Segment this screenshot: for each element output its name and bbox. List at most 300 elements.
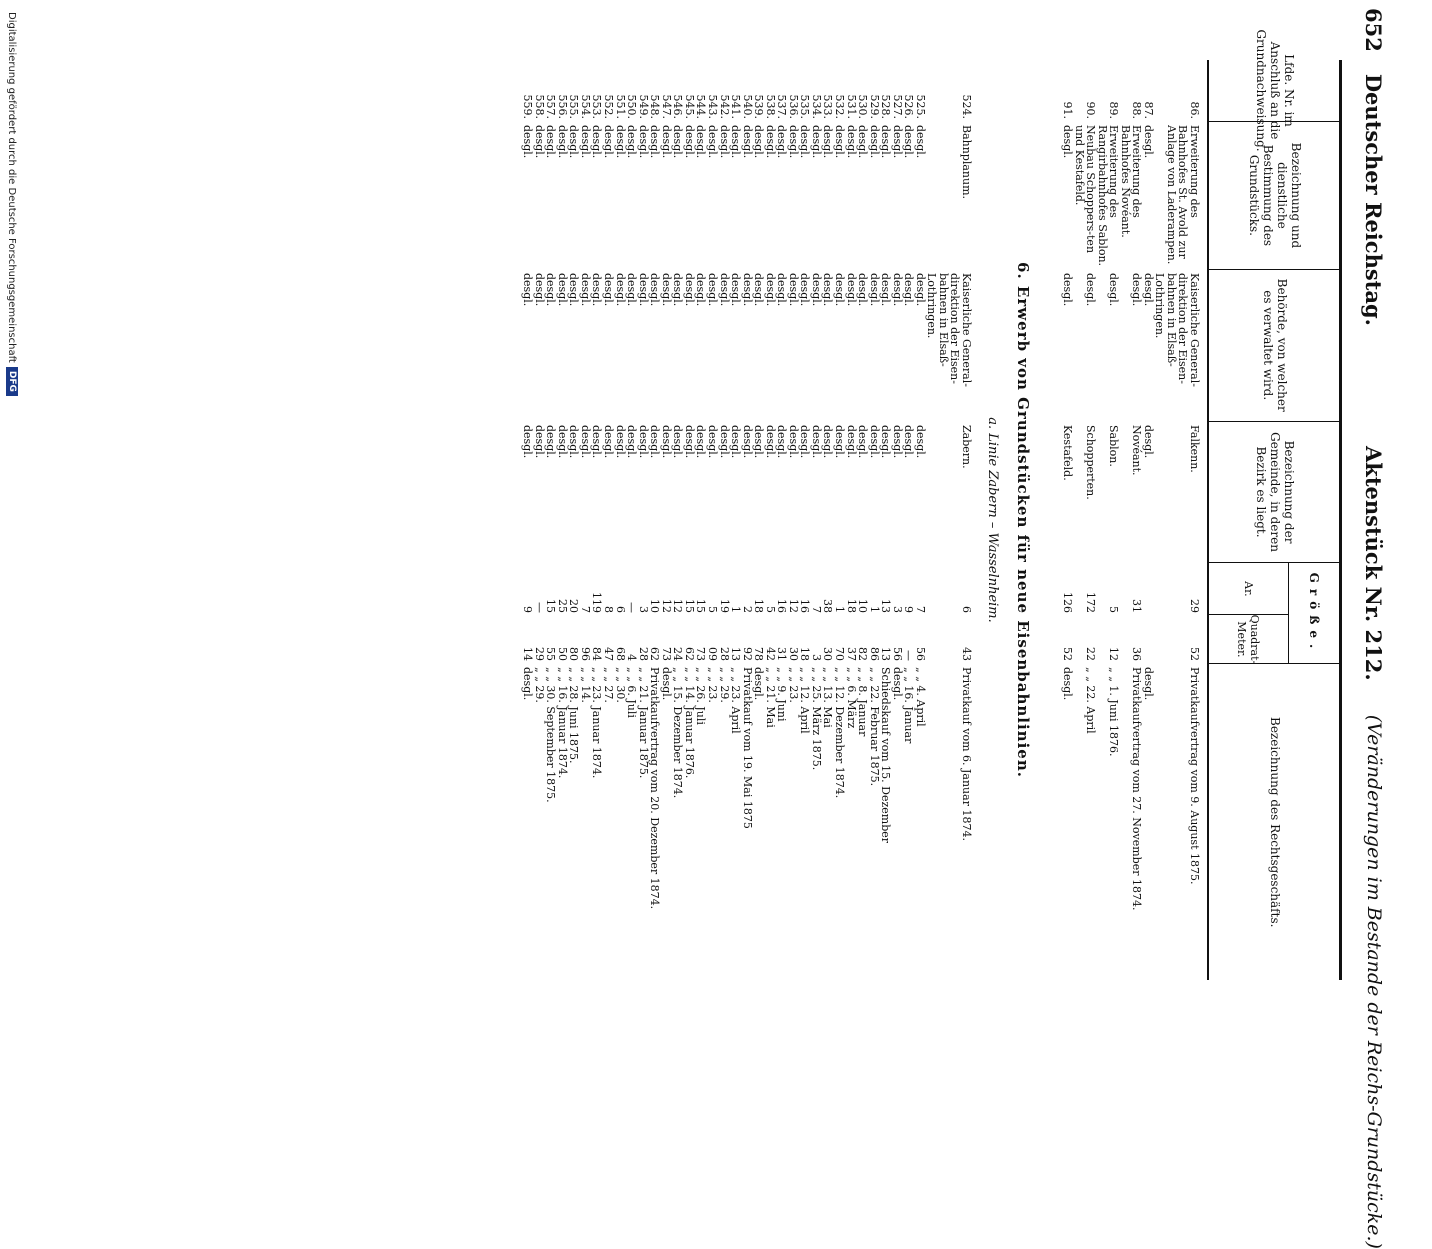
- cell-qm: 37: [844, 647, 858, 661]
- cell-qm: 29: [532, 647, 546, 661]
- cell-nr: 559.: [521, 94, 535, 119]
- table-body-top: [1061, 60, 1200, 980]
- cell-ar: 7: [913, 606, 927, 613]
- table-row: [1073, 60, 1096, 980]
- cell-ar: 9: [521, 606, 535, 613]
- cell-ar: 12: [671, 599, 685, 613]
- cell-nr: 549.: [636, 94, 650, 119]
- cell-qm: 28: [636, 647, 650, 661]
- cell-qm: 55: [544, 647, 558, 661]
- cell-qm: 13: [729, 647, 743, 661]
- table-row: [810, 60, 822, 980]
- cell-gemeinde: desgl.: [913, 425, 927, 459]
- col-header-bezeichnung: Bezeichnung und dienstliche Bestimmung des Grundstücks.: [1209, 122, 1339, 270]
- cell-ar: 19: [717, 599, 731, 613]
- cell-gemeinde: desgl.: [590, 425, 604, 459]
- cell-gemeinde: desgl.: [752, 425, 766, 459]
- cell-behoerde: desgl.: [902, 273, 916, 307]
- cell-rechtsgeschaeft: „ „ 16. Januar: [902, 667, 916, 744]
- cell-rechtsgeschaeft: „ „ 27.: [602, 667, 616, 703]
- cell-bezeichnung: desgl.: [544, 125, 558, 159]
- cell-bezeichnung: desgl.: [717, 125, 731, 159]
- cell-gemeinde: desgl.: [775, 425, 789, 459]
- table-header: [1207, 29, 1342, 980]
- cell-nr: 529.: [867, 94, 881, 119]
- cell-bezeichnung: desgl.: [532, 125, 546, 159]
- cell-bezeichnung: desgl.: [775, 125, 789, 159]
- cell-ar: 13: [879, 599, 893, 613]
- cell-nr: 557.: [544, 94, 558, 119]
- cell-behoerde: desgl.: [890, 273, 904, 307]
- cell-nr: 540.: [740, 94, 754, 119]
- cell-qm: 24: [671, 647, 685, 661]
- cell-gemeinde: desgl.: [578, 425, 592, 459]
- cell-behoerde: desgl.: [786, 273, 800, 307]
- cell-nr: 541.: [729, 94, 743, 119]
- cell-gemeinde: desgl.: [902, 425, 916, 459]
- cell-qm: 86: [867, 647, 881, 661]
- cell-rechtsgeschaeft: „ „ 13. Mai: [821, 667, 835, 728]
- cell-nr: 90.: [1084, 101, 1098, 119]
- cell-qm: 73: [694, 647, 708, 661]
- cell-rechtsgeschaeft: desgl.: [890, 667, 904, 701]
- cell-nr: 535.: [798, 94, 812, 119]
- cell-gemeinde: Zabern.: [960, 425, 973, 469]
- cell-bezeichnung: desgl.: [856, 125, 870, 159]
- cell-behoerde: desgl.: [544, 273, 558, 307]
- cell-bezeichnung: Bahnplanum.: [960, 125, 973, 200]
- cell-qm: 52: [1188, 647, 1201, 661]
- cell-bezeichnung: desgl.: [613, 125, 627, 159]
- table-row: [706, 60, 718, 980]
- col-header-behoerde: Behörde, von welcher es verwaltet wird.: [1209, 270, 1339, 422]
- cell-behoerde: desgl.: [1107, 273, 1121, 307]
- cell-ar: 38: [821, 599, 835, 613]
- col-header-gemeinde: Bezeichnung der Gemeinde, in deren Bezirk es liegt.: [1209, 422, 1339, 564]
- cell-bezeichnung: desgl.: [567, 125, 581, 159]
- cell-nr: 86.: [1188, 101, 1201, 119]
- cell-rechtsgeschaeft: „ „ 21. Januar 1875.: [636, 667, 650, 779]
- cell-gemeinde: desgl.: [636, 425, 650, 459]
- cell-qm: 96: [578, 647, 592, 661]
- cell-nr: 552.: [602, 94, 616, 119]
- cell-ar: 1: [729, 606, 743, 613]
- cell-nr: 542.: [717, 94, 731, 119]
- cell-rechtsgeschaeft: „ „ 23.: [786, 667, 800, 703]
- cell-ar: 15: [682, 599, 696, 613]
- cell-nr: 543.: [705, 94, 719, 119]
- cell-bezeichnung: desgl.: [913, 125, 927, 159]
- cell-bezeichnung: Erweiterung des Bahnhofes Novéant.: [1118, 125, 1144, 238]
- table-row: [579, 60, 591, 980]
- table-row: [787, 60, 799, 980]
- table-row: [1061, 60, 1073, 980]
- cell-gemeinde: desgl.: [705, 425, 719, 459]
- cell-qm: 12: [1107, 647, 1121, 661]
- table-row: [880, 60, 892, 980]
- cell-bezeichnung: desgl.: [752, 125, 766, 159]
- table-row: [603, 60, 615, 980]
- cell-qm: 62: [682, 647, 696, 661]
- cell-qm: 31: [775, 647, 789, 661]
- cell-nr: 530.: [856, 94, 870, 119]
- table-row: [649, 60, 661, 980]
- table-row: [753, 60, 765, 980]
- cell-rechtsgeschaeft: Schiedskauf vom 15. Dezember: [879, 667, 893, 843]
- cell-qm: 84: [590, 647, 604, 661]
- cell-rechtsgeschaeft: „ „ 6. März: [844, 667, 858, 729]
- col-header-qm: Quadrat-Meter.: [1235, 614, 1262, 665]
- cell-qm: 30: [786, 647, 800, 661]
- cell-gemeinde: Sablon.: [1107, 425, 1121, 467]
- cell-bezeichnung: desgl.: [521, 125, 535, 159]
- cell-ar: 31: [1130, 599, 1144, 613]
- table-row: [764, 60, 776, 980]
- cell-ar: 7: [809, 606, 823, 613]
- cell-behoerde: desgl.: [1084, 273, 1098, 307]
- cell-qm: 13: [879, 647, 893, 661]
- table-row: [1119, 60, 1142, 980]
- cell-behoerde: Kaiserliche General-direktion der Eisen-bahnen in Elsaß-Lothringen.: [1153, 273, 1201, 387]
- cell-bezeichnung: Erweiterung des Bahnhofes St. Avold zur Anlage von Laderampen.: [1164, 125, 1201, 265]
- cell-bezeichnung: desgl.: [844, 125, 858, 159]
- cell-bezeichnung: desgl.: [659, 125, 673, 159]
- cell-rechtsgeschaeft: Privatkauf vom 6. Januar 1874.: [960, 667, 973, 841]
- table-row: [660, 60, 672, 980]
- cell-ar: 6: [613, 606, 627, 613]
- cell-bezeichnung: desgl.: [729, 125, 743, 159]
- table-row: [845, 60, 857, 980]
- table-body-bottom: [522, 60, 972, 980]
- table-row: [1142, 60, 1154, 980]
- cell-behoerde: desgl.: [555, 273, 569, 307]
- table-row: [822, 60, 834, 980]
- cell-rechtsgeschaeft: „ „ 16. Januar 1874.: [555, 667, 569, 779]
- cell-rechtsgeschaeft: „ „ 26. Juli: [694, 667, 708, 725]
- cell-ar: 9: [902, 606, 916, 613]
- cell-behoerde: desgl.: [832, 273, 846, 307]
- cell-rechtsgeschaeft: desgl.: [521, 667, 535, 701]
- cell-behoerde: desgl.: [567, 273, 581, 307]
- cell-qm: 30: [821, 647, 835, 661]
- cell-qm: 80: [567, 647, 581, 661]
- cell-qm: 52: [1060, 647, 1074, 661]
- cell-nr: 556.: [555, 94, 569, 119]
- cell-bezeichnung: desgl.: [879, 125, 893, 159]
- cell-gemeinde: desgl.: [740, 425, 754, 459]
- cell-bezeichnung: desgl.: [1141, 125, 1155, 159]
- cell-behoerde: desgl.: [809, 273, 823, 307]
- cell-behoerde: desgl.: [1060, 273, 1074, 307]
- cell-ar: 29: [1188, 599, 1201, 613]
- cell-bezeichnung: desgl.: [867, 125, 881, 159]
- cell-behoerde: desgl.: [613, 273, 627, 307]
- table-row: [1096, 60, 1119, 980]
- cell-gemeinde: desgl.: [1141, 425, 1155, 459]
- cell-qm: 28: [717, 647, 731, 661]
- cell-rechtsgeschaeft: „ „ 30. September 1875.: [544, 667, 558, 803]
- cell-gemeinde: desgl.: [625, 425, 639, 459]
- cell-behoerde: desgl.: [1141, 273, 1155, 307]
- cell-bezeichnung: desgl.: [694, 125, 708, 159]
- cell-bezeichnung: desgl.: [740, 125, 754, 159]
- table-row: [672, 60, 684, 980]
- table-row: [556, 60, 568, 980]
- cell-qm: 92: [740, 647, 754, 661]
- cell-gemeinde: desgl.: [521, 425, 535, 459]
- cell-ar: 7: [578, 606, 592, 613]
- cell-rechtsgeschaeft: desgl.: [659, 667, 673, 701]
- table-row: [903, 60, 915, 980]
- cell-nr: 553.: [590, 94, 604, 119]
- cell-rechtsgeschaeft: Privatkaufvertrag vom 9. August 1875.: [1188, 667, 1201, 885]
- cell-nr: 548.: [648, 94, 662, 119]
- section-subtitle: a. Linie Zabern – Wasselnheim.: [985, 417, 1000, 623]
- cell-ar: 16: [798, 599, 812, 613]
- cell-qm: 73: [659, 647, 673, 661]
- cell-bezeichnung: desgl.: [763, 125, 777, 159]
- cell-nr: 550.: [625, 94, 639, 119]
- cell-bezeichnung: Erweiterung des Rangirbahnhofes Sablon.: [1095, 125, 1121, 267]
- cell-bezeichnung: desgl.: [671, 125, 685, 159]
- cell-gemeinde: desgl.: [717, 425, 731, 459]
- cell-rechtsgeschaeft: „ „ 12. April: [798, 667, 812, 734]
- cell-nr: 87.: [1141, 101, 1155, 119]
- cell-qm: —: [902, 650, 916, 661]
- cell-behoerde: desgl.: [775, 273, 789, 307]
- table-row: [857, 60, 869, 980]
- cell-gemeinde: desgl.: [763, 425, 777, 459]
- cell-nr: 91.: [1060, 101, 1074, 119]
- credit-text: Digitalisierung gefördert durch die Deutsche Forschungsgemeinschaft: [6, 12, 18, 363]
- cell-behoerde: desgl.: [856, 273, 870, 307]
- cell-nr: 554.: [578, 94, 592, 119]
- cell-qm: 62: [648, 647, 662, 661]
- cell-behoerde: Kaiserliche General-direktion der Eisen-bahnen in Elsaß-Lothringen.: [925, 273, 973, 387]
- cell-gemeinde: desgl.: [555, 425, 569, 459]
- cell-gemeinde: Falkenn.: [1188, 425, 1201, 473]
- cell-ar: 16: [775, 599, 789, 613]
- cell-rechtsgeschaeft: „ „ 25. März 1875.: [809, 667, 823, 771]
- cell-nr: 546.: [671, 94, 685, 119]
- cell-rechtsgeschaeft: „ „ 1. Juni 1876.: [1107, 667, 1121, 757]
- cell-rechtsgeschaeft: „ „ 22. April: [1084, 667, 1098, 734]
- col-header-rechtsgeschaeft: Bezeichnung des Rechtsgeschäfts.: [1267, 717, 1282, 928]
- cell-behoerde: desgl.: [659, 273, 673, 307]
- cell-gemeinde: Kestafeld.: [1060, 425, 1074, 481]
- cell-qm: [1142, 616, 1154, 664]
- cell-qm: 56: [890, 647, 904, 661]
- cell-behoerde: desgl.: [844, 273, 858, 307]
- section-title: 6. Erwerb von Grundstücken für neue Eisenbahnlinien.: [1014, 262, 1032, 778]
- cell-ar: 1: [867, 606, 881, 613]
- page-header: [1354, 8, 1394, 1249]
- cell-ar: 6: [960, 606, 973, 613]
- table-row: [626, 60, 638, 980]
- cell-bezeichnung: desgl.: [786, 125, 800, 159]
- cell-rechtsgeschaeft: desgl.: [1060, 667, 1074, 701]
- cell-ar: 15: [544, 599, 558, 613]
- cell-nr: 88.: [1130, 101, 1144, 119]
- cell-gemeinde: desgl.: [671, 425, 685, 459]
- cell-rechtsgeschaeft: „ „ 23.: [705, 667, 719, 703]
- cell-rechtsgeschaeft: „ „ 6. Juli: [625, 667, 639, 718]
- cell-bezeichnung: desgl.: [578, 125, 592, 159]
- cell-nr: 555.: [567, 94, 581, 119]
- cell-gemeinde: desgl.: [602, 425, 616, 459]
- table-row: [683, 60, 695, 980]
- cell-gemeinde: Novéant.: [1130, 425, 1144, 476]
- cell-gemeinde: Schopperten.: [1084, 425, 1098, 500]
- cell-nr: 539.: [752, 94, 766, 119]
- cell-nr: 525.: [913, 94, 927, 119]
- cell-rechtsgeschaeft: Privatkaufvertrag vom 20. Dezember 1874.: [648, 667, 662, 910]
- cell-nr: 531.: [844, 94, 858, 119]
- cell-rechtsgeschaeft: „ „ 21. Mai: [763, 667, 777, 728]
- cell-ar: 5: [1107, 606, 1121, 613]
- cell-qm: 42: [763, 647, 777, 661]
- cell-nr: 528.: [879, 94, 893, 119]
- cell-rechtsgeschaeft: „ „ 23. April: [729, 667, 743, 734]
- cell-rechtsgeschaeft: „ „ 30.: [613, 667, 627, 703]
- cell-nr: 545.: [682, 94, 696, 119]
- cell-nr: 547.: [659, 94, 673, 119]
- cell-nr: 526.: [902, 94, 916, 119]
- cell-ar: 119: [590, 592, 604, 613]
- cell-behoerde: desgl.: [740, 273, 754, 307]
- cell-gemeinde: desgl.: [532, 425, 546, 459]
- digitization-credit: [0, 0, 24, 1000]
- cell-rechtsgeschaeft: „ „ 29.: [532, 667, 546, 703]
- cell-behoerde: desgl.: [590, 273, 604, 307]
- cell-gemeinde: desgl.: [821, 425, 835, 459]
- cell-behoerde: desgl.: [648, 273, 662, 307]
- cell-behoerde: desgl.: [1130, 273, 1144, 307]
- cell-gemeinde: desgl.: [786, 425, 800, 459]
- cell-rechtsgeschaeft: „ „ 14.: [578, 667, 592, 703]
- cell-behoerde: desgl.: [694, 273, 708, 307]
- cell-bezeichnung: desgl.: [832, 125, 846, 159]
- cell-bezeichnung: desgl.: [705, 125, 719, 159]
- cell-behoerde: desgl.: [867, 273, 881, 307]
- cell-ar: —: [625, 602, 639, 613]
- cell-behoerde: desgl.: [671, 273, 685, 307]
- cell-behoerde: desgl.: [821, 273, 835, 307]
- table-row: [637, 60, 649, 980]
- cell-ar: 172: [1084, 592, 1098, 613]
- cell-gemeinde: desgl.: [613, 425, 627, 459]
- cell-bezeichnung: desgl.: [602, 125, 616, 159]
- table-row: [891, 60, 903, 980]
- cell-gemeinde: desgl.: [844, 425, 858, 459]
- cell-behoerde: desgl.: [717, 273, 731, 307]
- table-row: [833, 60, 845, 980]
- cell-behoerde: desgl.: [913, 273, 927, 307]
- cell-rechtsgeschaeft: „ „ 12. Dezember 1874.: [832, 667, 846, 799]
- cell-qm: 14: [521, 647, 535, 661]
- cell-gemeinde: desgl.: [809, 425, 823, 459]
- cell-rechtsgeschaeft: desgl.: [1141, 667, 1155, 701]
- table-row: [799, 60, 811, 980]
- cell-gemeinde: desgl.: [648, 425, 662, 459]
- cell-nr: 524.: [960, 94, 973, 119]
- cell-ar: 18: [844, 599, 858, 613]
- cell-rechtsgeschaeft: „ „ 4. April: [913, 667, 927, 727]
- cell-behoerde: desgl.: [521, 273, 535, 307]
- publication-title: Deutscher Reichstag.: [1361, 73, 1387, 326]
- cell-bezeichnung: desgl.: [590, 125, 604, 159]
- cell-ar: 3: [636, 606, 650, 613]
- cell-gemeinde: desgl.: [567, 425, 581, 459]
- table-row: [776, 60, 788, 980]
- cell-bezeichnung: desgl.: [902, 125, 916, 159]
- cell-rechtsgeschaeft: „ „ 28. Juni 1875.: [567, 667, 581, 764]
- cell-ar: 3: [890, 606, 904, 613]
- cell-ar: 18: [752, 599, 766, 613]
- cell-nr: 551.: [613, 94, 627, 119]
- cell-bezeichnung: desgl.: [821, 125, 835, 159]
- table-row: [868, 60, 880, 980]
- cell-qm: 4: [625, 654, 639, 661]
- cell-ar: 5: [763, 606, 777, 613]
- table-row: [614, 60, 626, 980]
- table-row: [1154, 60, 1200, 980]
- cell-bezeichnung: desgl.: [682, 125, 696, 159]
- cell-gemeinde: desgl.: [798, 425, 812, 459]
- cell-behoerde: desgl.: [729, 273, 743, 307]
- cell-gemeinde: desgl.: [729, 425, 743, 459]
- table-row: [522, 60, 534, 980]
- cell-rechtsgeschaeft: „ „ 22. Februar 1875.: [867, 667, 881, 787]
- cell-qm: 09: [705, 647, 719, 661]
- cell-qm: 70: [832, 647, 846, 661]
- cell-rechtsgeschaeft: „ „ 9. Juni: [775, 667, 789, 722]
- cell-qm: 50: [555, 647, 569, 661]
- cell-nr: 533.: [821, 94, 835, 119]
- document-subject: (Veränderungen im Bestande der Reichs-Grundstücke.): [1363, 714, 1385, 1249]
- table-row: [926, 60, 972, 980]
- cell-bezeichnung: desgl.: [809, 125, 823, 159]
- cell-ar: [1142, 564, 1154, 616]
- cell-behoerde: desgl.: [625, 273, 639, 307]
- cell-bezeichnung: desgl.: [890, 125, 904, 159]
- cell-gemeinde: desgl.: [544, 425, 558, 459]
- cell-bezeichnung: desgl.: [648, 125, 662, 159]
- cell-gemeinde: desgl.: [694, 425, 708, 459]
- table-row: [591, 60, 603, 980]
- cell-bezeichnung: desgl.: [1060, 125, 1074, 159]
- cell-nr: 544.: [694, 94, 708, 119]
- cell-behoerde: desgl.: [602, 273, 616, 307]
- table-row: [568, 60, 580, 980]
- col-header-ar: Ar.: [1209, 563, 1288, 615]
- cell-behoerde: desgl.: [798, 273, 812, 307]
- cell-gemeinde: desgl.: [856, 425, 870, 459]
- cell-behoerde: desgl.: [636, 273, 650, 307]
- cell-gemeinde: desgl.: [832, 425, 846, 459]
- cell-behoerde: desgl.: [532, 273, 546, 307]
- cell-ar: 1: [832, 606, 846, 613]
- cell-rechtsgeschaeft: Privatkaufvertrag vom 27. November 1874.: [1130, 667, 1144, 911]
- cell-nr: 558.: [532, 94, 546, 119]
- cell-qm: 68: [613, 647, 627, 661]
- cell-qm: 82: [856, 647, 870, 661]
- cell-behoerde: desgl.: [578, 273, 592, 307]
- cell-gemeinde: desgl.: [879, 425, 893, 459]
- cell-rechtsgeschaeft: „ „ 14. Januar 1876.: [682, 667, 696, 779]
- cell-nr: 536.: [786, 94, 800, 119]
- page-number: 652: [1361, 8, 1387, 52]
